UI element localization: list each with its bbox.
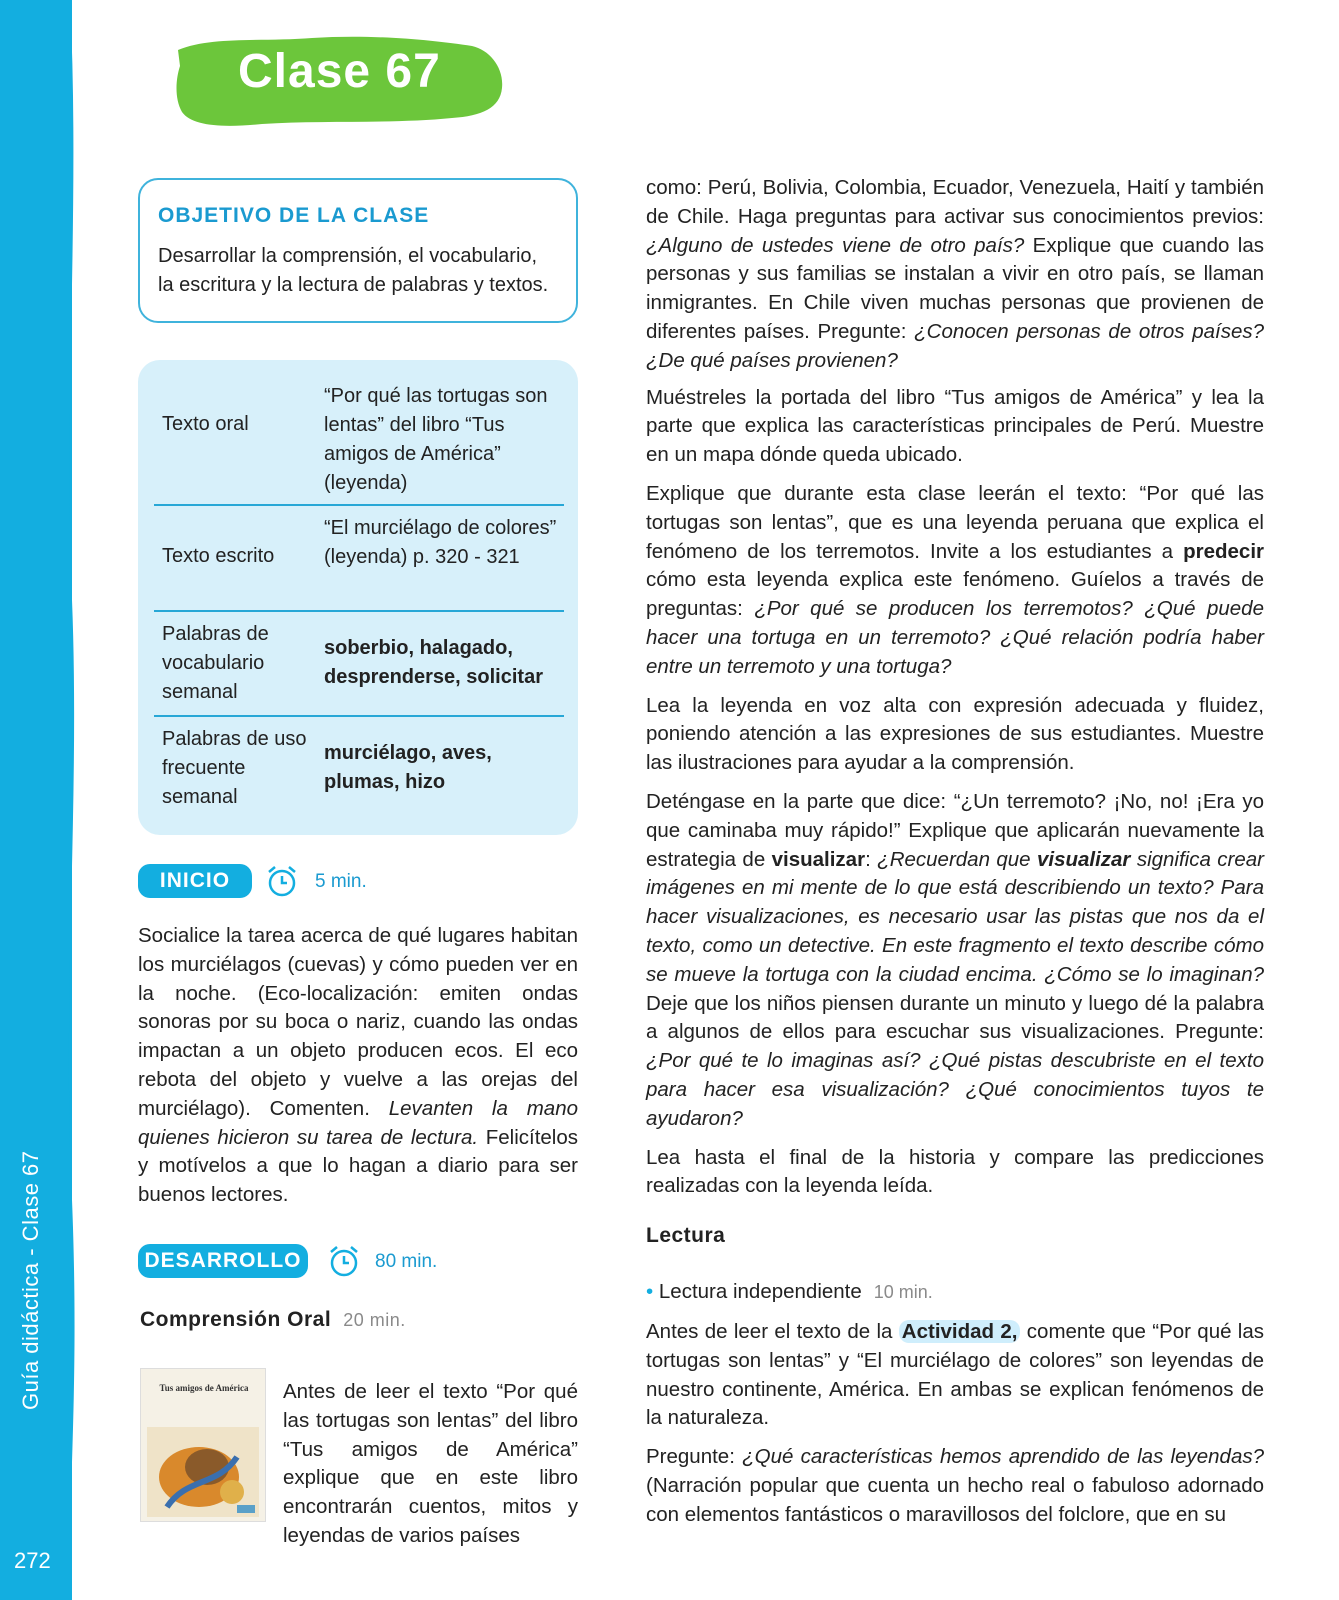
inicio-text-a: Socialice la tarea acerca de qué lugares habitan los murciélagos (cuevas) y cómo pueden ver en la noche. (Eco-localización: emiten ondas sonoras por su boca o nariz, cuando las ondas impactan a un objeto producen ecos. El eco rebota del objeto y vuelve a las orejas del murciélago). Comenten. — [138, 924, 578, 1120]
row-value: “Por qué las tortugas son lentas” del libro “Tus amigos de América” (leyenda) — [324, 385, 548, 494]
sidebar-wave-edge — [58, 0, 88, 1600]
p3-c: cómo esta leyenda explica este fenómeno. Guíelos a través de preguntas: — [646, 568, 1264, 621]
inicio-text — [138, 922, 578, 1210]
paragraph — [646, 480, 1264, 682]
bullet-icon: • — [646, 1280, 654, 1303]
right-column-text — [646, 174, 1264, 1201]
paragraph: Deténgase en la parte que dice: “¿Un terremoto? ¡No, no! ¡Era yo que caminaba muy rápido!” Explique que aplicarán nuevamente la estrategia de visualizar: ¿Recuerdan que visualizar significa crear imágenes en mi mente de lo que está describiendo un texto? Para hacer visualizaciones, es necesario usar las pistas que nos da el texto, como un detective. En este fragmento el texto describe cómo se mueve la tortuga con la ciudad encima. ¿Cómo se lo imaginan? Deje que los niños piensen durante un minuto y luego dé la palabra a algunos de ellos para escuchar sus visualizaciones. Pregunte: ¿Por qué te lo imaginas así? ¿Qué pistas descubriste en el texto para hacer esa visualización? ¿Qué conocimientos tuyos te ayudaron? — [646, 789, 1264, 1130]
lectura-title: Lectura — [646, 1224, 726, 1247]
p1-d: ¿Conocen personas de otros países? ¿De qué países provienen? — [646, 319, 1264, 372]
p3-b: predecir — [1183, 539, 1264, 563]
paragraph: Muéstreles la portada del libro “Tus amigos de América” y lea la parte que explica las características principales de Perú. Muestre en un mapa dónde queda ubicado. — [646, 385, 1264, 467]
inicio-text-c: Felicítelos y motívelos a que lo hagan a diario para ser buenos lectores. — [138, 1125, 578, 1207]
table-row — [154, 725, 562, 815]
p5-d: visualizar — [1036, 847, 1131, 871]
p5-c: ¿Recuerdan que — [877, 847, 1031, 871]
table-row — [154, 514, 562, 604]
p5-a: Deténgase en la parte que dice: “¿Un terremoto? ¡No, no! ¡Era yo que caminaba muy rápido!” Explique que aplicarán nuevamente la estrategia de — [646, 789, 1264, 871]
p8-a: Pregunte: — [646, 1445, 735, 1469]
row-divider — [154, 504, 564, 506]
row-label: Palabras de uso frecuente semanal — [162, 728, 307, 808]
inicio-badge: INICIO — [138, 864, 252, 898]
section-time: 20 min. — [343, 1310, 406, 1330]
desarrollo-time: 80 min. — [375, 1251, 438, 1272]
p1-c: Explique que cuando las personas y sus familias se instalan a vivir en otro país, se llaman inmigrantes. En Chile viven muchas personas que provienen de diferentes países. Pregunte: — [646, 233, 1265, 343]
p5-e: significa crear imágenes en mi mente de lo que está describiendo un texto? Para hacer visualizaciones, es necesario usar las pistas que nos da el texto, como un detective. En este fragmento el texto describe cómo se mueve la tortuga con la ciudad encima. ¿Cómo se lo imaginan? — [646, 847, 1264, 986]
p1-a: como: Perú, Bolivia, Colombia, Ecuador, Venezuela, Haití y también de Chile. Haga preguntas para activar sus conocimientos previos: — [646, 176, 1264, 228]
row-divider — [154, 715, 564, 717]
bullet-time: 10 min. — [873, 1282, 933, 1302]
inicio-time: 5 min. — [315, 871, 367, 892]
inicio-text-b: Levanten la mano quienes hicieron su tarea de lectura. — [138, 1096, 579, 1149]
book-cover-title: Tus amigos de América — [159, 1383, 249, 1393]
paragraph — [646, 174, 1264, 376]
alarm-clock-icon — [327, 1244, 361, 1278]
row-value: soberbio, halagado, desprenderse, solicitar — [324, 637, 543, 688]
p8-b: ¿Qué características hemos aprendido de las leyendas? — [742, 1445, 1264, 1469]
table-row — [154, 620, 562, 710]
p7-a: Antes de leer el texto de la — [646, 1320, 893, 1343]
desarrollo-badge: DESARROLLO — [138, 1244, 308, 1278]
row-value: “El murciélago de colores” (leyenda) p. 320 - 321 — [324, 517, 557, 568]
paragraph — [646, 1443, 1264, 1529]
bullet-item — [646, 1280, 933, 1304]
p8-c: (Narración popular que cuenta un hecho real o fabuloso adornado con elementos fantásticos o maravillosos del folclore, que en su — [646, 1473, 1264, 1526]
row-divider — [154, 610, 564, 612]
objective-title: OBJETIVO DE LA CLASE — [158, 204, 430, 227]
bullet-label: Lectura independiente — [658, 1280, 862, 1303]
book-cover-image — [140, 1368, 266, 1522]
p5-f: Deje que los niños piensen durante un minuto y luego dé la palabra a algunos de ellos para escuchar sus visualizaciones. Pregunte: — [646, 991, 1264, 1044]
page-number: 272 — [14, 1548, 51, 1573]
p1-b: ¿Alguno de ustedes viene de otro país? — [646, 233, 1025, 257]
sidebar-label: Guía didáctica - Clase 67 — [18, 1150, 43, 1410]
p7-c: comente que “Por qué las tortugas son lentas” y “El murciélago de colores” son leyendas de nuestro continente, América. En ambas se explican fenómenos de la naturaleza. — [646, 1320, 1265, 1430]
p5-b: visualizar — [771, 847, 866, 871]
alarm-clock-icon — [265, 864, 299, 898]
p5-g: ¿Por qué te lo imaginas así? ¿Qué pistas descubriste en el texto para hacer esa visualización? ¿Qué conocimientos tuyos te ayudaron? — [646, 1049, 1264, 1130]
paragraph: Lea la leyenda en voz alta con expresión adecuada y fluidez, poniendo atención a las expresiones de sus estudiantes. Muestre las ilustraciones para ayudar a la comprensión. — [646, 693, 1264, 775]
book-cover-illustration — [147, 1407, 259, 1517]
right-column-text-bottom — [646, 1318, 1264, 1530]
p3-a: Explique que durante esta clase leerán el texto: “Por qué las tortugas son lentas”, que es una leyenda peruana que explica el fenómeno de los terremotos. Invite a los estudiantes a — [646, 481, 1264, 563]
paragraph — [646, 1318, 1264, 1433]
actividad-2-link[interactable]: Actividad 2, — [899, 1320, 1021, 1343]
p3-d: ¿Por qué se producen los terremotos? ¿Qué puede hacer una tortuga en un terremoto? ¿Qué relación podría haber entre un terremoto y una tortuga? — [646, 597, 1264, 678]
table-row — [154, 382, 562, 492]
row-label: Texto escrito — [162, 545, 275, 567]
info-table — [138, 360, 578, 835]
section-title-comprension — [140, 1308, 406, 1332]
paragraph: Lea hasta el final de la historia y compare las predicciones realizadas con la leyenda leída. — [646, 1145, 1264, 1198]
row-label: Texto oral — [162, 413, 249, 435]
class-title: Clase 67 — [238, 45, 441, 98]
desarrollo-book-text: Antes de leer el texto “Por qué las tortugas son lentas” del libro “Tus amigos de América” explique que en este libro encontrarán cuentos, mitos y leyendas de varios países — [283, 1380, 578, 1547]
row-label: Palabras de vocabulario semanal — [162, 623, 269, 703]
section-title-text: Comprensión Oral — [140, 1308, 332, 1331]
row-value: murciélago, aves, plumas, hizo — [324, 742, 492, 793]
objective-box — [138, 178, 578, 323]
objective-text: Desarrollar la comprensión, el vocabulario, la escritura y la lectura de palabras y textos. — [158, 245, 549, 296]
